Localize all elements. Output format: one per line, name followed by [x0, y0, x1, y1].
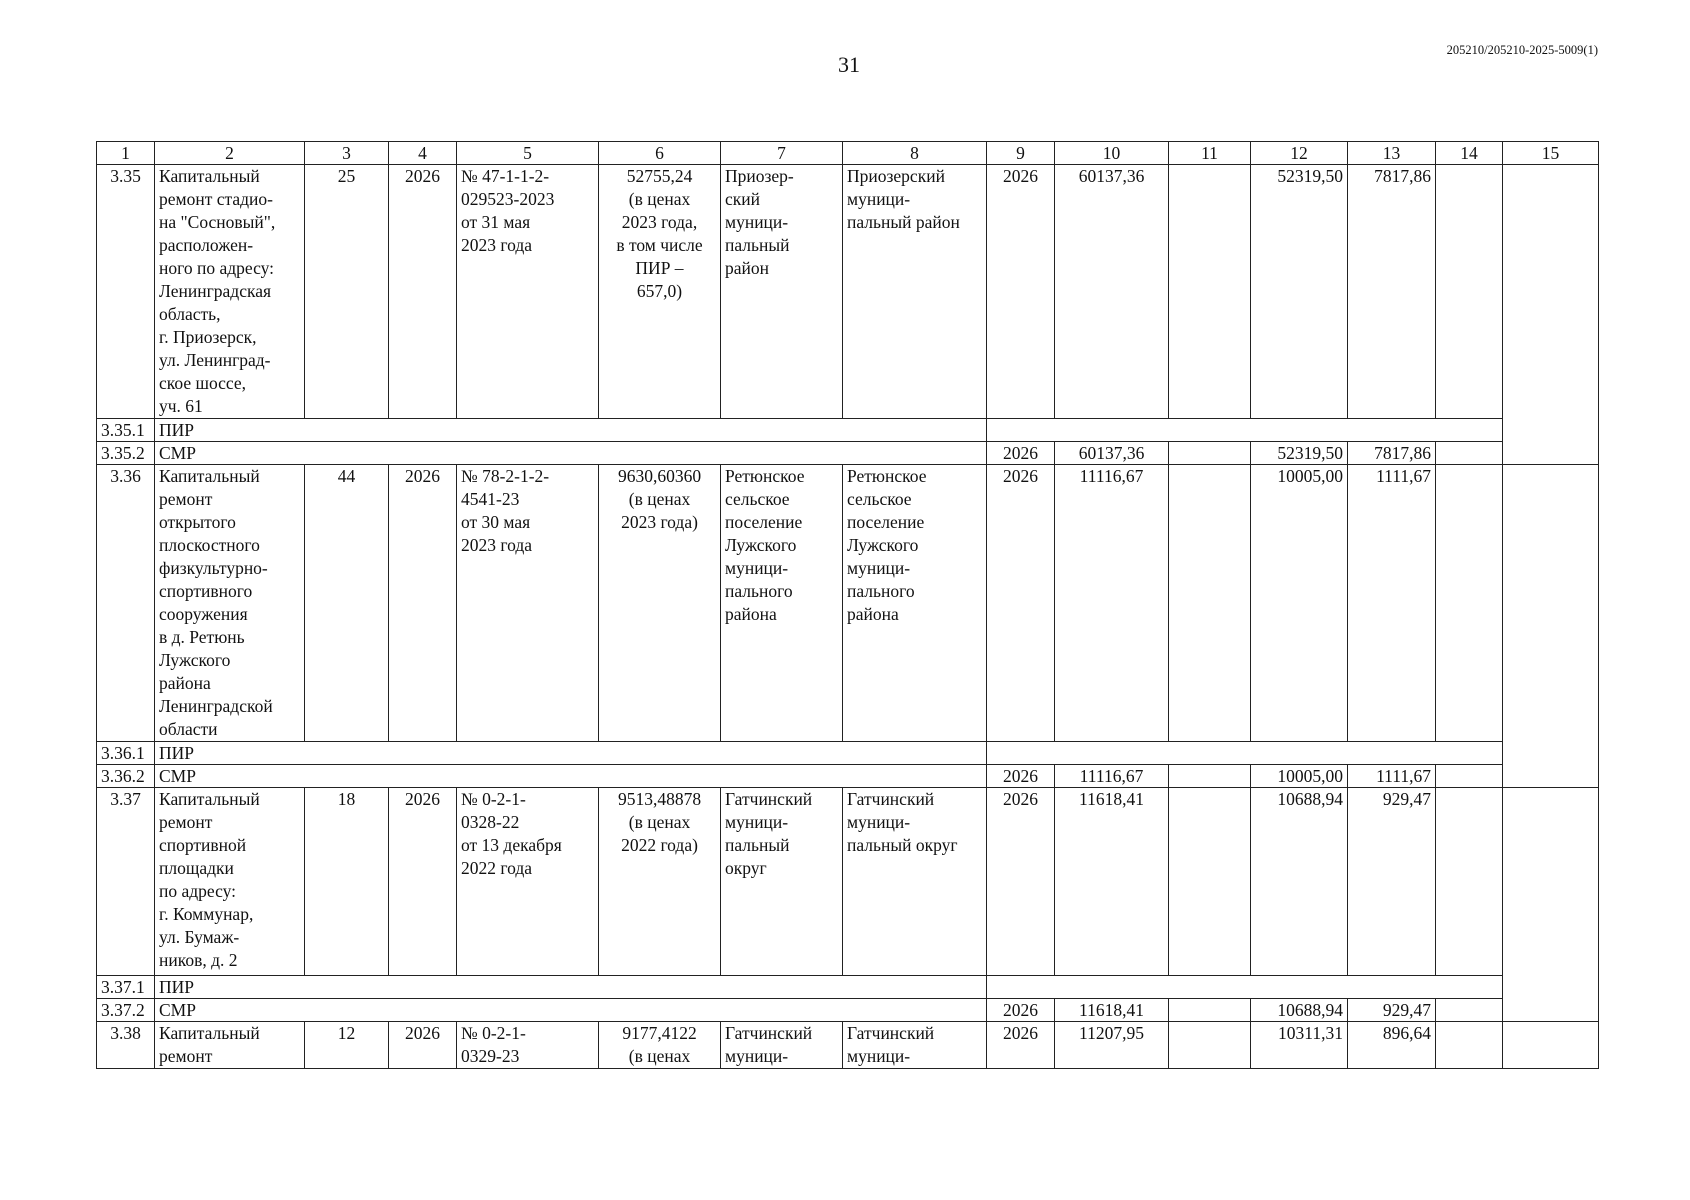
column-header: 10	[1055, 142, 1169, 165]
value-cell	[1169, 465, 1251, 742]
sub-row-number: 3.36.2	[97, 765, 155, 788]
object-name: Капитальный ремонт стадио- на "Сосновый", расположен- ного по адресу: Ленинградская область, г. Приозерск, ул. Ленинград- ское шоссе, уч. 61	[155, 165, 305, 419]
sub-row-number: 3.35.1	[97, 419, 155, 442]
customer-cell: Ретюнское сельское поселение Лужского муници- пального района	[721, 465, 843, 742]
local-budget-cell: 1111,67	[1348, 465, 1436, 742]
expertise-cell: № 78-2-1-2- 4541-23 от 30 мая 2023 года	[457, 465, 599, 742]
column-header: 12	[1251, 142, 1348, 165]
column-header: 5	[457, 142, 599, 165]
year-cell: 2026	[389, 1022, 457, 1069]
investment-table	[96, 141, 1599, 1069]
regional-budget-cell: 10311,31	[1251, 1022, 1348, 1069]
capacity-cell: 44	[305, 465, 389, 742]
total-cell: 11116,67	[1055, 465, 1169, 742]
table-row	[97, 1022, 1599, 1069]
estimate-cell: 9177,4122 (в ценах	[599, 1022, 721, 1069]
expertise-cell: № 0-2-1- 0328-22 от 13 декабря 2022 года	[457, 788, 599, 976]
value-cell	[1169, 442, 1251, 465]
column-header: 3	[305, 142, 389, 165]
period-cell: 2026	[987, 999, 1055, 1022]
column-header: 11	[1169, 142, 1251, 165]
value-cell	[1436, 442, 1503, 465]
customer-cell: Гатчинский муници- пальный округ	[721, 788, 843, 976]
value-cell	[1169, 1022, 1251, 1069]
municipality-cell: Гатчинский муници- пальный округ	[843, 788, 987, 976]
column-header: 2	[155, 142, 305, 165]
total-cell: 11618,41	[1055, 788, 1169, 976]
page-number: 31	[838, 52, 860, 77]
municipality-cell: Приозерский муници- пальный район	[843, 165, 987, 419]
sub-row	[97, 419, 1599, 442]
row-number: 3.37	[97, 788, 155, 976]
row-number: 3.35	[97, 165, 155, 419]
column-header: 13	[1348, 142, 1436, 165]
expertise-cell: № 0-2-1- 0329-23	[457, 1022, 599, 1069]
sub-row	[97, 765, 1599, 788]
sub-row-number: 3.37.1	[97, 976, 155, 999]
regional-budget-cell: 52319,50	[1251, 165, 1348, 419]
value-cell	[1503, 165, 1599, 465]
sub-row-label: СМР	[155, 765, 987, 788]
year-cell: 2026	[389, 788, 457, 976]
object-name: Капитальный ремонт открытого плоскостного физкультурно- спортивного сооружения в д. Ретюнь Лужского района Ленинградской области	[155, 465, 305, 742]
table-row	[97, 788, 1599, 976]
sub-row	[97, 976, 1599, 999]
municipality-cell: Ретюнское сельское поселение Лужского муници- пального района	[843, 465, 987, 742]
table-row	[97, 165, 1599, 419]
column-header: 1	[97, 142, 155, 165]
total-cell: 11116,67	[1055, 765, 1169, 788]
period-cell: 2026	[987, 765, 1055, 788]
sub-row	[97, 999, 1599, 1022]
sub-row-number: 3.35.2	[97, 442, 155, 465]
value-cell	[1503, 465, 1599, 788]
column-header: 14	[1436, 142, 1503, 165]
expertise-cell: № 47-1-1-2- 029523-2023 от 31 мая 2023 года	[457, 165, 599, 419]
value-cell	[1436, 788, 1503, 976]
value-cell	[1169, 999, 1251, 1022]
regional-budget-cell: 10688,94	[1251, 788, 1348, 976]
estimate-cell: 9513,48878 (в ценах 2022 года)	[599, 788, 721, 976]
document-code: 205210/205210-2025-5009(1)	[1446, 43, 1598, 57]
sub-row	[97, 742, 1599, 765]
capacity-cell: 25	[305, 165, 389, 419]
customer-cell: Гатчинский муници-	[721, 1022, 843, 1069]
sub-row-label: СМР	[155, 999, 987, 1022]
estimate-cell: 9630,60360 (в ценах 2023 года)	[599, 465, 721, 742]
object-name: Капитальный ремонт спортивной площадки по адресу: г. Коммунар, ул. Бумаж- ников, д. 2	[155, 788, 305, 976]
row-number: 3.38	[97, 1022, 155, 1069]
regional-budget-cell: 10005,00	[1251, 765, 1348, 788]
capacity-cell: 18	[305, 788, 389, 976]
value-cell	[1503, 788, 1599, 1022]
column-header: 9	[987, 142, 1055, 165]
value-cell	[1503, 1022, 1599, 1069]
value-cell	[1436, 465, 1503, 742]
period-cell: 2026	[987, 442, 1055, 465]
table-row	[97, 465, 1599, 742]
period-cell: 2026	[987, 465, 1055, 742]
column-header: 7	[721, 142, 843, 165]
empty-cell	[987, 419, 1503, 442]
total-cell: 60137,36	[1055, 165, 1169, 419]
column-header: 15	[1503, 142, 1599, 165]
sub-row-label: СМР	[155, 442, 987, 465]
local-budget-cell: 7817,86	[1348, 442, 1436, 465]
total-cell: 11207,95	[1055, 1022, 1169, 1069]
period-cell: 2026	[987, 788, 1055, 976]
total-cell: 60137,36	[1055, 442, 1169, 465]
year-cell: 2026	[389, 165, 457, 419]
value-cell	[1436, 1022, 1503, 1069]
value-cell	[1436, 765, 1503, 788]
local-budget-cell: 1111,67	[1348, 765, 1436, 788]
empty-cell	[987, 976, 1503, 999]
total-cell: 11618,41	[1055, 999, 1169, 1022]
row-number: 3.36	[97, 465, 155, 742]
municipality-cell: Гатчинский муници-	[843, 1022, 987, 1069]
regional-budget-cell: 10005,00	[1251, 465, 1348, 742]
local-budget-cell: 929,47	[1348, 999, 1436, 1022]
sub-row-label: ПИР	[155, 419, 987, 442]
year-cell: 2026	[389, 465, 457, 742]
local-budget-cell: 929,47	[1348, 788, 1436, 976]
object-name: Капитальный ремонт	[155, 1022, 305, 1069]
estimate-cell: 52755,24 (в ценах 2023 года, в том числе ПИР – 657,0)	[599, 165, 721, 419]
regional-budget-cell: 52319,50	[1251, 442, 1348, 465]
column-header: 6	[599, 142, 721, 165]
value-cell	[1436, 999, 1503, 1022]
period-cell: 2026	[987, 165, 1055, 419]
value-cell	[1169, 788, 1251, 976]
sub-row-label: ПИР	[155, 976, 987, 999]
value-cell	[1169, 165, 1251, 419]
column-header: 4	[389, 142, 457, 165]
value-cell	[1169, 765, 1251, 788]
sub-row	[97, 442, 1599, 465]
capacity-cell: 12	[305, 1022, 389, 1069]
local-budget-cell: 896,64	[1348, 1022, 1436, 1069]
value-cell	[1436, 165, 1503, 419]
regional-budget-cell: 10688,94	[1251, 999, 1348, 1022]
sub-row-number: 3.37.2	[97, 999, 155, 1022]
sub-row-label: ПИР	[155, 742, 987, 765]
period-cell: 2026	[987, 1022, 1055, 1069]
sub-row-number: 3.36.1	[97, 742, 155, 765]
column-number-row	[97, 142, 1599, 165]
empty-cell	[987, 742, 1503, 765]
local-budget-cell: 7817,86	[1348, 165, 1436, 419]
customer-cell: Приозер- ский муници- пальный район	[721, 165, 843, 419]
column-header: 8	[843, 142, 987, 165]
